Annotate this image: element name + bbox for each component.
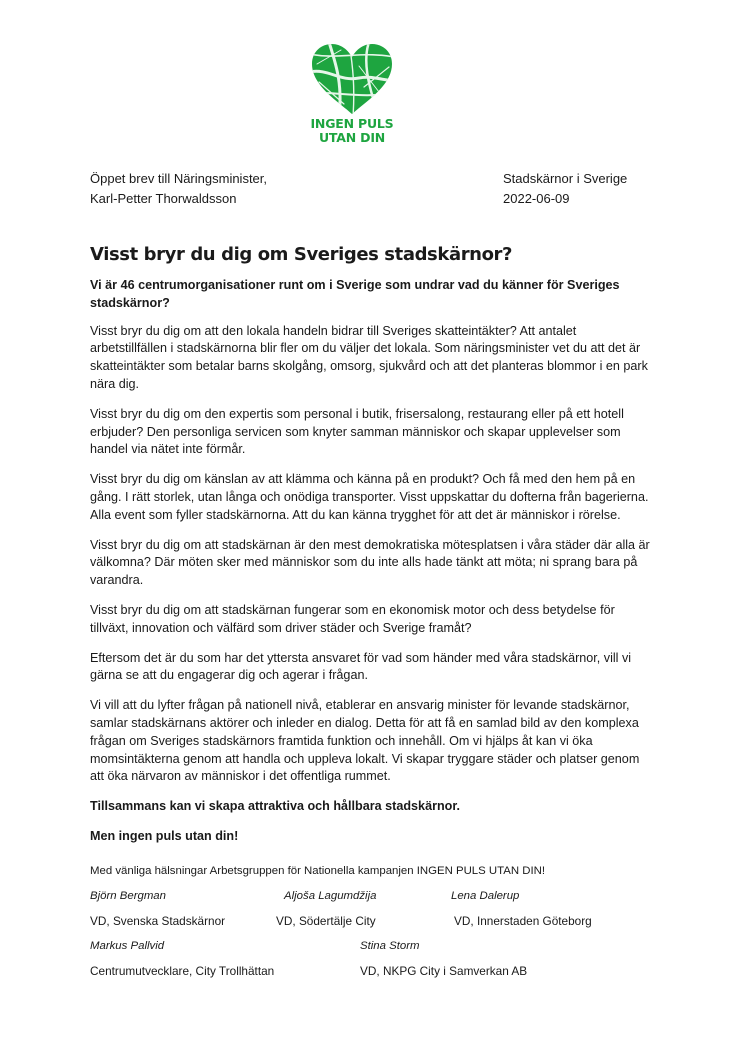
letter-title: Visst bryr du dig om Sveriges stadskärnor? xyxy=(90,244,513,265)
recipient-line-2: Karl-Petter Thorwaldsson xyxy=(90,191,237,206)
signature-role: Centrumutvecklare, City Trollhättan xyxy=(90,964,275,978)
greeting-line: Med vänliga hälsningar Arbetsgruppen för Nationella kampanjen INGEN PULS UTAN DIN! xyxy=(90,865,546,877)
body-paragraph: Visst bryr du dig om att stadskärnan är den mest demokratiska mötesplatsen i våra städer där alla är välkomna? Där möten sker med människor som du inte alls hade tänkt att möta; ni sprang bara på varandra. xyxy=(90,537,650,588)
logo-line-1: INGEN PULS xyxy=(310,116,394,131)
intro-paragraph: Vi är 46 centrumorganisationer runt om i Sverige som undrar vad du känner för Sveriges stadskärnor? xyxy=(90,278,620,310)
sender-block xyxy=(503,169,627,209)
body-paragraph: Visst bryr du dig om känslan av att klämma och känna på en produkt? Och få med den hem på en gång. I rätt storlek, utan långa och onödiga transporter. Visst uppskattar du dofterna från bagerierna. Alla event som fyller stadskärnorna. Att du kan känna trygghet för att det är människor i rörelse. xyxy=(90,472,649,522)
signature-name: Markus Pallvid xyxy=(90,940,165,952)
body-paragraph: Vi vill att du lyfter frågan på nationell nivå, etablerar en ansvarig minister för levande stadskärnor, samlar stadskärnans aktörer och inleder en dialog. Detta för att få en samlad bild av den komplexa frågan om Sveriges stadskärnors framtida funktion och innehåll. Om vi hjälps åt kan vi öka momsintäkterna genom att handla och uppleva lokalt. Vi skapar tryggare städer och platser genom att öka närvaron av människor i det offentliga rummet. xyxy=(90,698,640,784)
letter-body xyxy=(90,277,650,858)
recipient-line-1: Öppet brev till Näringsminister, xyxy=(90,171,268,186)
signature-name: Björn Bergman xyxy=(90,890,166,902)
heart-map-icon xyxy=(309,42,395,116)
signature-role: VD, Södertälje City xyxy=(276,914,376,928)
sender-line: Stadskärnor i Sverige xyxy=(503,171,628,186)
recipient-block xyxy=(90,169,267,209)
signature-name: Lena Dalerup xyxy=(451,890,520,902)
campaign-logo xyxy=(304,42,400,145)
logo-line-2: UTAN DIN xyxy=(318,130,386,145)
logo-wordmark xyxy=(304,117,400,145)
signature-name: Aljoša Lagumdžija xyxy=(284,890,377,902)
signature-name: Stina Storm xyxy=(360,940,420,952)
signature-role: VD, Svenska Stadskärnor xyxy=(90,914,226,928)
signature-role: VD, Innerstaden Göteborg xyxy=(454,914,592,928)
body-paragraph: Visst bryr du dig om att stadskärnan fungerar som en ekonomisk motor och dess betydelse för tillväxt, innovation och välfärd som driver städer och Sverige framåt? xyxy=(90,602,615,635)
letter-date: 2022-06-09 xyxy=(503,191,570,206)
signature-role: VD, NKPG City i Samverkan AB xyxy=(360,964,528,978)
closing-slogan: Men ingen puls utan din! xyxy=(90,828,239,843)
body-paragraph: Eftersom det är du som har det yttersta ansvaret för vad som händer med våra stadskärnor, vill vi gärna se att du engagerar dig och agerar i frågan. xyxy=(90,650,632,683)
closing-statement: Tillsammans kan vi skapa attraktiva och hållbara stadskärnor. xyxy=(90,799,461,814)
body-paragraph: Visst bryr du dig om den expertis som personal i butik, frisersalong, restaurang eller på ett hotell erbjuder? Den personliga servicen som knyter samman människor och skapar upplevelser som handel via nätet inte förmår. xyxy=(90,406,624,457)
body-paragraph: Visst bryr du dig om att den lokala handeln bidrar till Sveriges skatteintäkter? Att antalet arbetstillfällen i stadskärnorna blir fler om du väljer det lokala. Som näringsminister vet du att det är skatteintäkter som betalar barns skolgång, omsorg, sjukvård och att det planteras blommor i en park nära dig. xyxy=(90,323,648,391)
